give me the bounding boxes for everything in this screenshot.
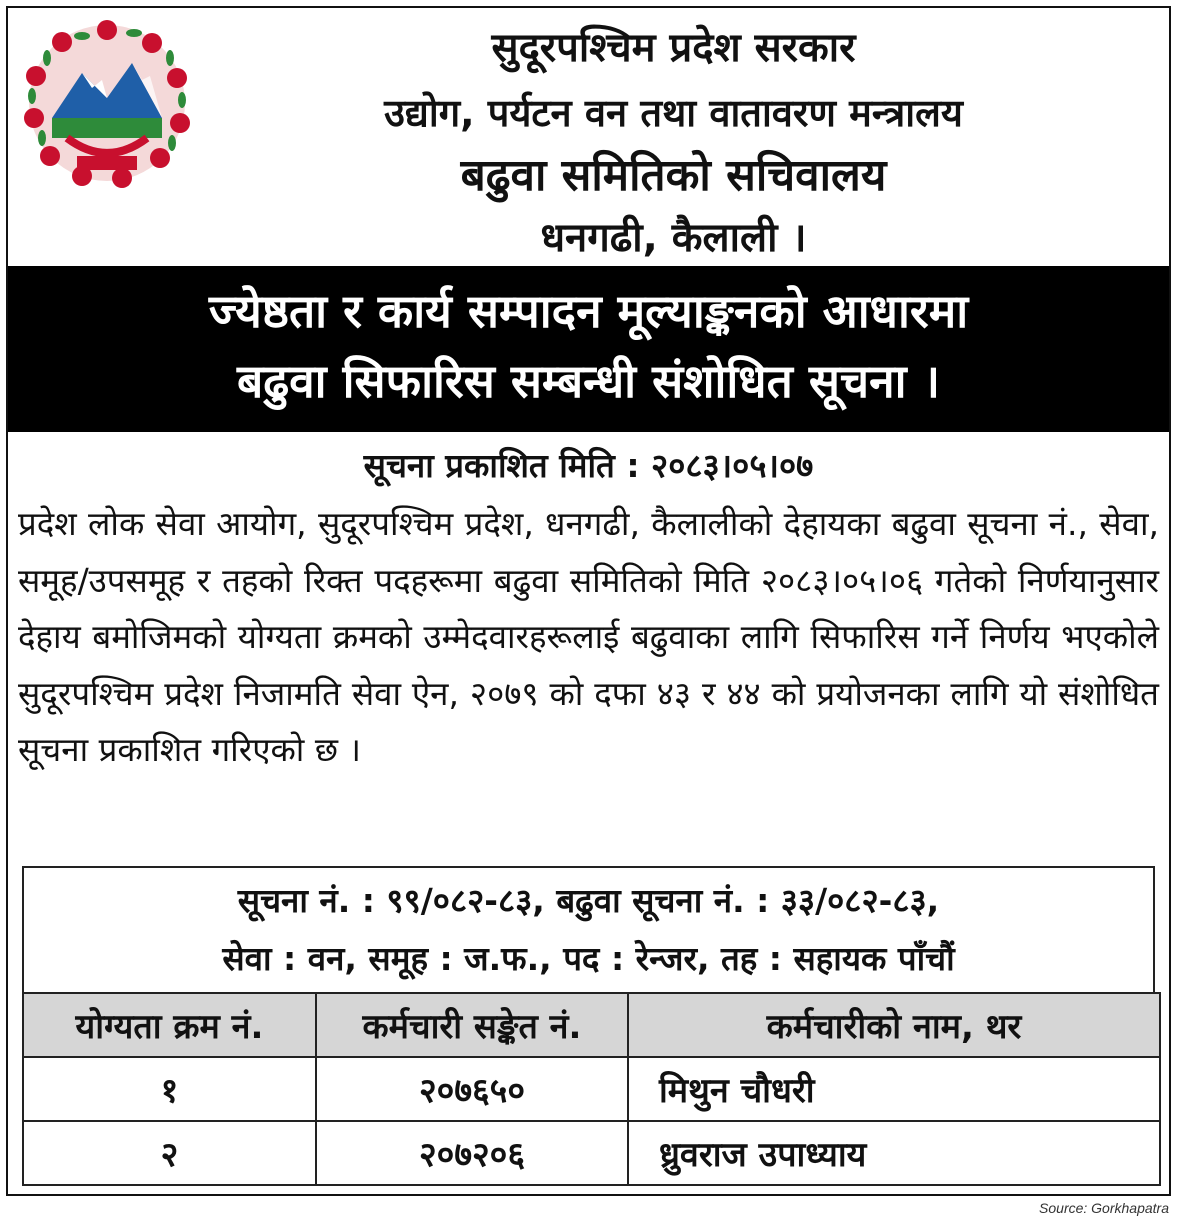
employee-code-cell: २०७२०६ bbox=[316, 1121, 628, 1185]
secretariat-name: बढुवा समितिको सचिवालय bbox=[460, 150, 887, 201]
employee-name-cell: ध्रुवराज उपाध्याय bbox=[628, 1121, 1160, 1185]
merit-table bbox=[22, 992, 1161, 1186]
column-header-employee-name: कर्मचारीको नाम, थर bbox=[628, 993, 1160, 1057]
merit-number-cell: २ bbox=[23, 1121, 316, 1185]
table-header-row bbox=[23, 993, 1160, 1057]
column-header-employee-code: कर्मचारी सङ्केत नं. bbox=[316, 993, 628, 1057]
government-name: सुदूरपश्चिम प्रदेश सरकार bbox=[491, 25, 856, 71]
table-row bbox=[23, 1057, 1160, 1121]
banner-line-2: बढुवा सिफारिस सम्बन्धी संशोधित सूचना । bbox=[236, 354, 941, 408]
source-credit: Source: Gorkhapatra bbox=[1039, 1200, 1169, 1216]
notice-number-line: सूचना नं. : ९९/०८२-८३, बढुवा सूचना नं. : ३३/०८२-८३, bbox=[237, 881, 940, 920]
notice-header bbox=[8, 8, 1169, 266]
ministry-name: उद्योग, पर्यटन वन तथा वातावरण मन्त्रालय bbox=[384, 91, 963, 135]
employee-code-cell: २०७६५० bbox=[316, 1057, 628, 1121]
service-details-line: सेवा : वन, समूह : ज.फ., पद : रेन्जर, तह : सहायक पाँचौं bbox=[222, 939, 955, 978]
title-banner bbox=[8, 266, 1169, 432]
notice-info-box bbox=[22, 866, 1155, 992]
column-header-merit-number: योग्यता क्रम नं. bbox=[23, 993, 316, 1057]
employee-name-cell: मिथुन चौधरी bbox=[628, 1057, 1160, 1121]
publication-date: सूचना प्रकाशित मिति : २०८३।०५।०७ bbox=[363, 446, 814, 485]
notice-body: प्रदेश लोक सेवा आयोग, सुदूरपश्चिम प्रदेश, धनगढी, कैलालीको देहायका बढुवा सूचना नं., सेवा, समूह/उपसमूह र तहको रिक्त पदहरूमा बढुवा समितिको मिति २०८३।०५।०६ गतेको निर्णयानुसार देहाय बमोजिमको योग्यता क्रमको उम्मेदवारहरूलाई बढुवाका लागि सिफारिस गर्ने निर्णय भएकोले सुदूरपश्चिम प्रदेश निजामति सेवा ऐन, २०७९ को दफा ४३ र ४४ को प्रयोजनका लागि यो संशोधित सूचना प्रकाशित गरिएको छ । bbox=[18, 504, 1159, 769]
table-row bbox=[23, 1121, 1160, 1185]
merit-number-cell: १ bbox=[23, 1057, 316, 1121]
banner-line-1: ज्येष्ठता र कार्य सम्पादन मूल्याङ्कनको आधारमा bbox=[208, 284, 969, 338]
office-location: धनगढी, कैलाली । bbox=[540, 215, 807, 261]
nepal-emblem-icon bbox=[22, 18, 192, 188]
notice-frame bbox=[6, 6, 1171, 1196]
